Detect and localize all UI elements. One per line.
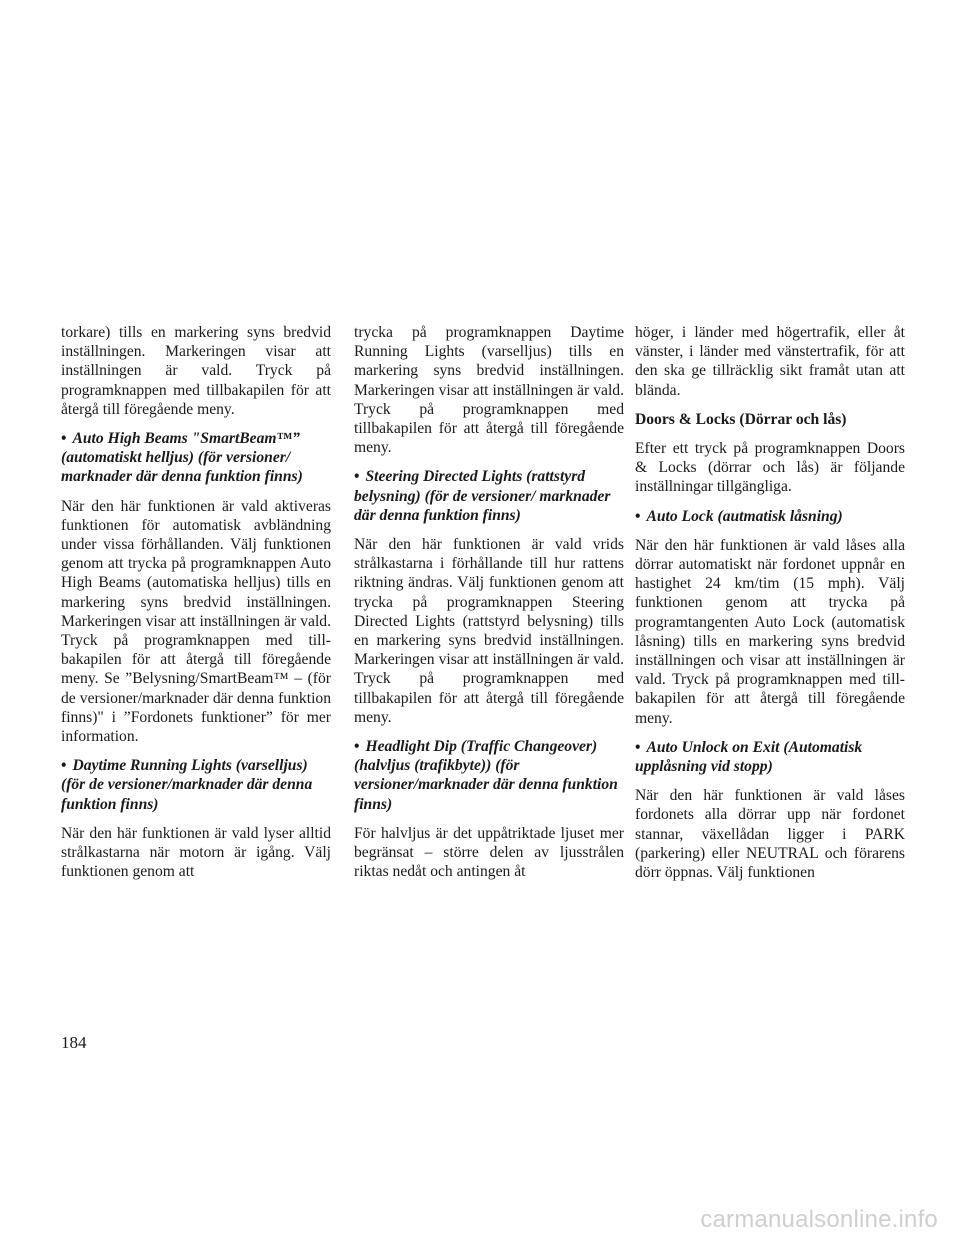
bullet-heading bbox=[635, 507, 905, 526]
bullet-heading-text: Auto Lock (autmatisk låsning) bbox=[646, 507, 843, 525]
paragraph: För halvljus är det uppåtriktade ljuset mer begränsat – större delen av ljusstrålen riktas nedåt och antingen åt bbox=[354, 824, 624, 881]
paragraph: torkare) tills en markering syns bredvid inställningen. Markeringen visar att inställningen är vald. Tryck på programknappen med tillbakapilen för att återgå till föregående meny. bbox=[61, 324, 331, 418]
bullet-icon: • bbox=[354, 468, 360, 486]
paragraph: När den här funktionen är vald låses fordonets alla dörrar upp när fordonet stannar, växellådan ligger i PARK (parkering) eller NEUTRAL och förarens dörr öppnas. Välj funktionen bbox=[635, 787, 905, 882]
bullet-icon: • bbox=[635, 507, 641, 525]
paragraph: Efter ett tryck på programknappen Doors & Locks (dörrar och lås) är följande inställningar tillgängliga. bbox=[635, 440, 905, 496]
paragraph: När den här funktionen är vald vrids strålkastarna i förhållande till hur rattens riktning ändras. Välj funktionen genom att trycka på programknappen Steering Directed Lights (rattstyrd belysning) tills en markering syns bredvid inställningen. Markeringen visar att inställningen är vald. Tryck på programknappen med tillbakapilen för att återgå till föregående meny. bbox=[354, 536, 624, 726]
bullet-heading-text: Steering Directed Lights (rattstyrd belysning) (för de versioner/ marknader där denna funktion finns) bbox=[354, 468, 611, 524]
bullet-heading bbox=[61, 756, 331, 814]
bullet-heading bbox=[354, 737, 624, 814]
watermark-link[interactable]: carmanualsonline.info bbox=[700, 1206, 938, 1233]
text-column-2 bbox=[354, 323, 624, 881]
paragraph: trycka på programknappen Daytime Running Lights (varselljus) tills en markering syns bredvid inställningen. Markeringen visar att inställningen är vald. Tryck på programknappen med tillbakapilen för att återgå till föregående meny. bbox=[354, 324, 624, 457]
text-column-1 bbox=[61, 323, 331, 881]
bullet-icon: • bbox=[61, 430, 67, 448]
paragraph: höger, i länder med högertrafik, eller åt vänster, i länder med vänstertrafik, för att den ska ge tillräcklig sikt framåt utan att blända. bbox=[635, 324, 905, 399]
bullet-heading bbox=[354, 467, 624, 525]
bullet-heading-text: Auto High Beams "SmartBeam™” (automatiskt helljus) (för versioner/ marknader där denna funktion finns) bbox=[61, 430, 303, 486]
paragraph: När den här funktionen är vald låses alla dörrar automatiskt när fordonet uppnår en hastighet 24 km/tim (15 mph). Välj funktionen genom att trycka på programtangenten Auto Lock (automatisk låsning) tills en markering syns bredvid inställningen och visar att inställningen är vald. Tryck på programknappen med tillbakapilen för att återgå till föregående meny. bbox=[635, 536, 905, 727]
bullet-heading bbox=[61, 429, 331, 487]
page-number: 184 bbox=[61, 1033, 87, 1052]
bullet-heading-text: Headlight Dip (Traffic Changeover) (halvljus (trafikbyte)) (för versioner/marknader där denna funktion finns) bbox=[354, 738, 618, 813]
bullet-icon: • bbox=[635, 738, 641, 756]
bullet-icon: • bbox=[61, 757, 67, 775]
paragraph: När den här funktionen är vald aktiveras funktionen för automatisk avbländning under vissa förhållanden. Välj funktionen genom att trycka på programknappen Auto High Beams (automatiska helljus) tills en markering syns bredvid inställningen. Markeringen visar att inställningen är vald. Tryck på programknappen med tillbakapilen för att återgå till föregående meny. Se ”Belysning/SmartBeam™ – (för de versioner/marknader där denna funktion finns)" i ”Fordonets funktioner” för mer information. bbox=[61, 497, 331, 746]
bullet-heading-text: Daytime Running Lights (varselljus) (för de versioner/marknader där denna funktion finns) bbox=[61, 757, 313, 813]
bullet-icon: • bbox=[354, 738, 360, 756]
paragraph: När den här funktionen är vald lyser alltid strålkastarna när motorn är igång. Välj funktionen genom att bbox=[61, 824, 331, 881]
section-heading: Doors & Locks (Dörrar och lås) bbox=[635, 410, 847, 428]
text-column-3 bbox=[635, 323, 905, 882]
bullet-heading bbox=[635, 738, 905, 776]
bullet-heading-text: Auto Unlock on Exit (Automatisk upplåsning vid stopp) bbox=[635, 738, 863, 776]
